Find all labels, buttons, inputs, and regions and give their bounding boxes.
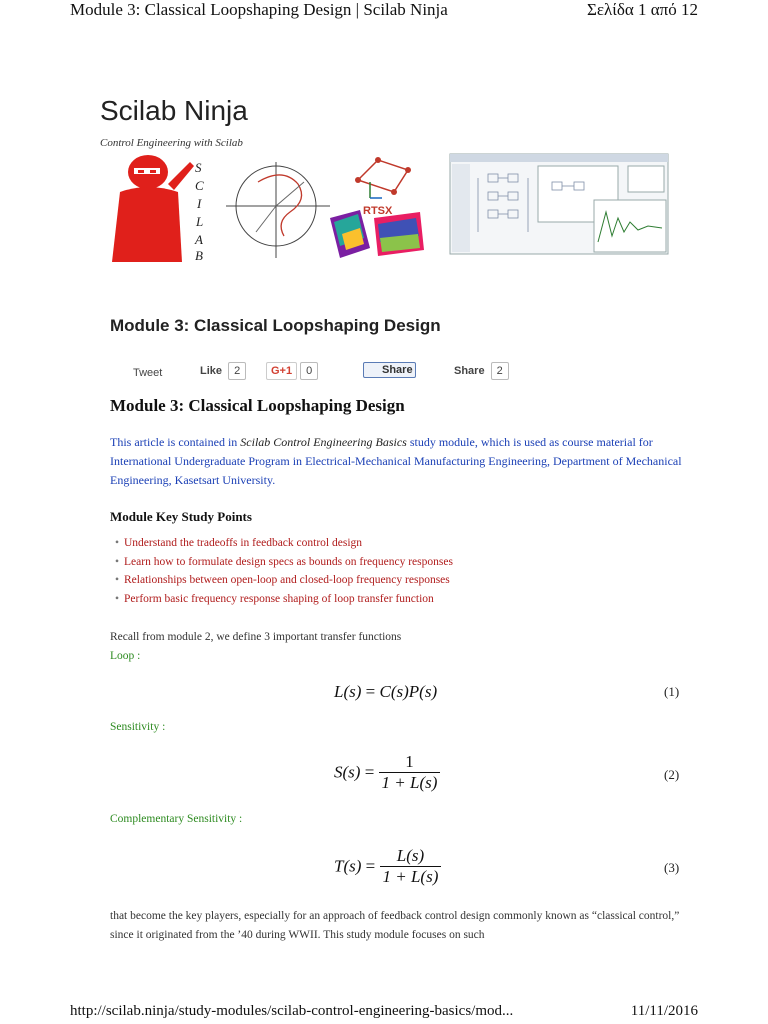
intro-text-2: study module, which is used as course material for — [406, 435, 653, 449]
intro-text-3: in — [289, 454, 306, 468]
eq2-lhs: S(s) — [334, 762, 361, 782]
like-button[interactable]: Like — [200, 365, 223, 377]
print-footer-url: http://scilab.ninja/study-modules/scilab-control-engineering-basics/mod... — [70, 1003, 514, 1019]
eq2-denominator: 1 + L(s) — [381, 773, 438, 792]
link-international-program[interactable]: International Undergraduate Program — [110, 454, 290, 468]
intro-text-1: This article is contained in — [110, 435, 241, 449]
print-header-title: Module 3: Classical Loopshaping Design | Scilab Ninja — [70, 0, 448, 19]
equation-complementary-sensitivity — [334, 846, 441, 887]
list-item: • Understand the tradeoffs in feedback control design — [110, 537, 453, 556]
intro-text-4: , — [546, 454, 553, 468]
tweet-button[interactable]: Tweet — [133, 367, 163, 379]
share-count: 2 — [491, 362, 509, 380]
eq3-denominator: 1 + L(s) — [382, 867, 439, 886]
site-banner[interactable] — [108, 152, 672, 264]
eq3-equals: = — [365, 856, 376, 876]
link-emme[interactable]: Electrical-Mechanical Manufacturing Engineering — [305, 454, 547, 468]
term-sensitivity: Sensitivity : — [110, 721, 166, 733]
intro-paragraph — [110, 433, 690, 490]
term-complementary-sensitivity: Complementary Sensitivity : — [110, 813, 243, 825]
eq3-fraction — [380, 846, 442, 887]
eq1-lhs: L(s) — [334, 682, 362, 701]
like-count: 2 — [228, 362, 246, 380]
eq1-equals: = — [365, 682, 376, 701]
facebook-share-label: Share — [382, 364, 413, 376]
gplus-count: 0 — [300, 362, 318, 380]
equation-sensitivity — [334, 752, 440, 793]
post-title[interactable]: Module 3: Classical Loopshaping Design — [110, 316, 441, 335]
banner-letter-l: L — [196, 214, 204, 229]
list-item: • Learn how to formulate design specs as bounds on frequency responses — [110, 556, 453, 575]
eq3-lhs: T(s) — [334, 856, 362, 876]
site-title[interactable]: Scilab Ninja — [100, 95, 248, 126]
eq2-number: (2) — [664, 767, 680, 782]
gplus-button[interactable]: G+1 — [266, 362, 297, 380]
article-heading: Module 3: Classical Loopshaping Design — [110, 396, 405, 415]
xcos-screenshot — [450, 154, 668, 254]
key-points-list — [110, 537, 453, 611]
eq3-numerator: L(s) — [380, 846, 442, 867]
ninja-logo — [112, 155, 194, 262]
facebook-share-button[interactable] — [363, 362, 416, 378]
list-item: • Perform basic frequency response shaping of loop transfer function — [110, 593, 453, 612]
eq3-number: (3) — [664, 860, 680, 875]
link-department[interactable]: Department of Mechanical Engineering, Kasetsart University — [110, 454, 682, 487]
eq2-equals: = — [364, 762, 375, 782]
banner-graphic — [108, 152, 672, 264]
eq1-rhs: C(s)P(s) — [379, 682, 438, 701]
eq2-numerator: 1 — [379, 752, 441, 773]
term-loop: Loop : — [110, 650, 141, 662]
facebook-share-widget[interactable] — [363, 362, 416, 384]
banner-letter-c: C — [195, 178, 204, 193]
eq1-number: (1) — [664, 684, 680, 699]
key-points-heading: Module Key Study Points — [110, 509, 252, 524]
rtsx-graphic — [330, 157, 424, 258]
print-page-indicator: Σελίδα 1 από 12 — [586, 0, 698, 19]
share-widget[interactable] — [454, 362, 509, 384]
equation-loop — [334, 682, 437, 702]
eq2-fraction — [379, 752, 441, 793]
banner-letter-i: I — [197, 196, 202, 211]
list-item: • Relationships between open-loop and closed-loop frequency responses — [110, 574, 453, 593]
nyquist-diagram — [226, 162, 330, 258]
banner-letter-a: A — [195, 232, 203, 247]
intro-text-5: . — [272, 473, 276, 487]
closing-paragraph: that become the key players, especially for an approach of feedback control design commonly known as “classical control,” since it originated from the ’40 during WWII. This study module focuses on such — [110, 910, 680, 941]
like-widget[interactable] — [200, 362, 246, 384]
gplus-widget[interactable] — [266, 362, 318, 384]
intro-book-title: Scilab Control Engineering Basics — [240, 435, 407, 449]
print-footer-date: 11/11/2016 — [630, 1003, 698, 1019]
site-tagline: Control Engineering with Scilab — [100, 137, 243, 149]
recall-text: Recall from module 2, we define 3 important transfer functions — [110, 631, 402, 643]
share-button[interactable]: Share — [454, 365, 485, 377]
banner-letter-s: S — [195, 160, 202, 175]
banner-rtsx-label: RTSX — [363, 205, 393, 217]
banner-letter-b: B — [195, 248, 203, 263]
